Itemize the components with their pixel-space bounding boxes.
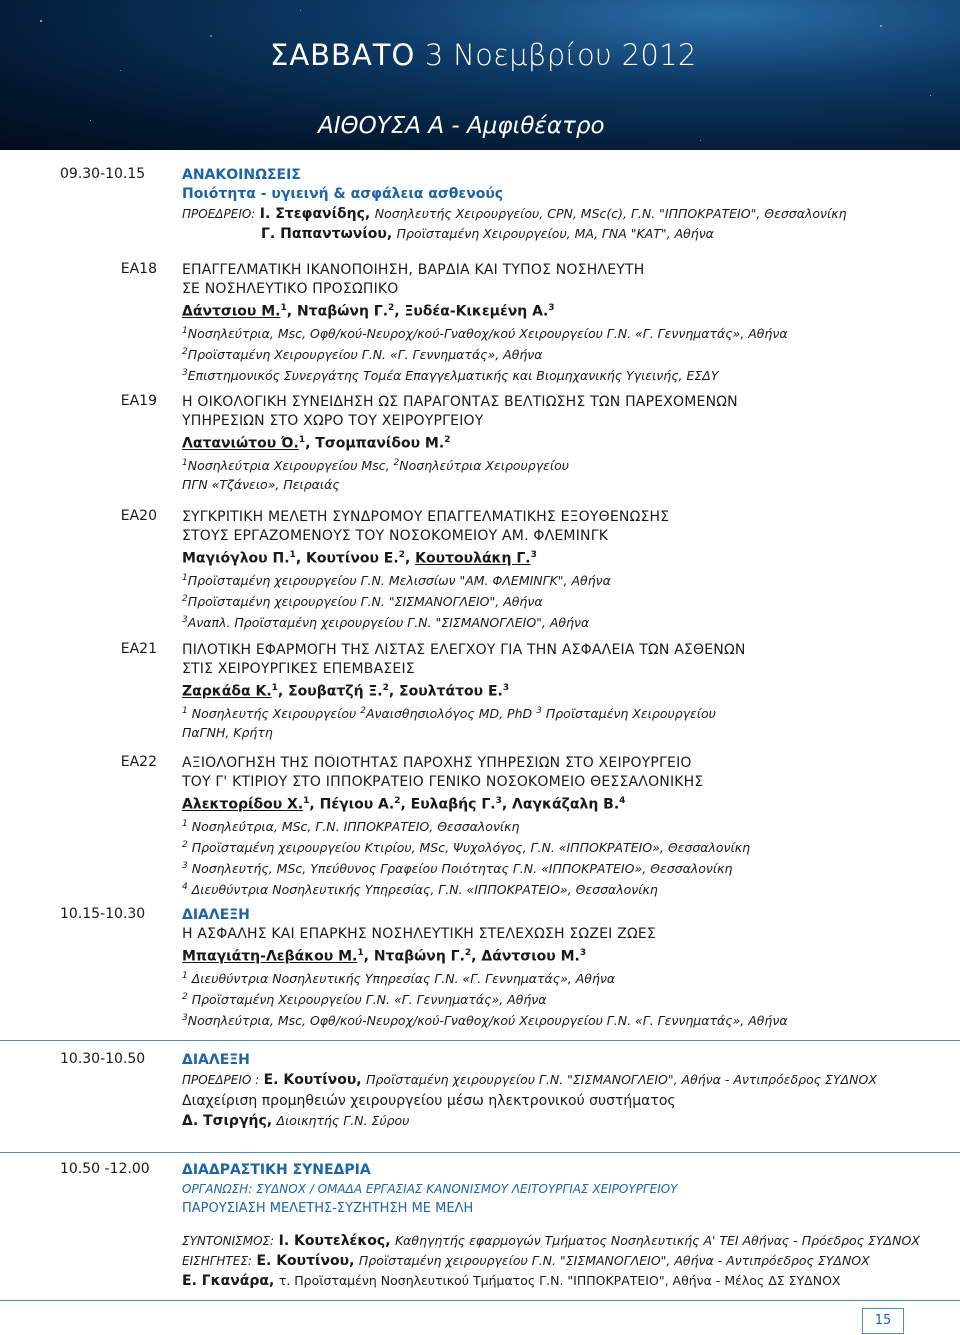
organizer-line: ΟΡΓΑΝΩΣΗ: ΣΥΔΝΟΧ / ΟΜΑΔΑ ΕΡΓΑΣΙΑΣ ΚΑΝΟΝΙΣΜΟΥ ΛΕΙΤΟΥΡΓΙΑΣ ΧΕΙΡΟΥΡΓΕΙΟΥ: [182, 1182, 678, 1196]
affiliation-text: Νοσηλεύτρια, Msc, Οφθ/κού-Νευροχ/κού-Γναθοχ/κού Χειρουργείου Γ.Ν. «Γ. Γεννηματάς», Αθήνα: [187, 325, 788, 341]
affiliation-text: Προϊσταμένη Χειρουργείου Γ.Ν. «Γ. Γεννηματάς», Αθήνα: [187, 346, 543, 362]
author: , Τσομπανίδου Μ.: [305, 435, 445, 452]
author: , Δάντσιου Μ.: [471, 948, 580, 965]
sup: 4: [619, 796, 626, 806]
authors: [182, 792, 952, 815]
authors: [182, 431, 952, 454]
abstract-title: ΣΥΓΚΡΙΤΙΚΗ ΜΕΛΕΤΗ ΣΥΝΔΡΟΜΟΥ ΕΠΑΓΓΕΛΜΑΤΙΚΗΣ ΕΞΟΥΘΕΝΩΣΗΣ: [182, 509, 670, 525]
sup: 1: [280, 303, 287, 313]
author: , Ξυδέα-Κικεμένη Α.: [394, 303, 549, 320]
abstract-code: ΕΑ18: [120, 261, 157, 277]
coordinator-line: [182, 1231, 952, 1251]
presenter: Μπαγιάτη-Λεβάκου Μ.: [182, 948, 358, 965]
speaker-line: [182, 1251, 952, 1271]
sup: 2: [464, 948, 472, 958]
star-decoration: [210, 35, 212, 37]
author: , Νταβώνη Γ.: [363, 948, 465, 965]
affiliation-text: Νοσηλεύτρια, MSc, Γ.Ν. ΙΠΠΟΚΡΑΤΕΙΟ, Θεσσαλονίκη: [191, 818, 520, 834]
abstract-code: ΕΑ19: [120, 393, 157, 409]
chair-desc: Νοσηλευτής Χειρουργείου, CPN, MSc(c), Γ.Ν. "ΙΠΠΟΚΡΑΤΕΙΟ", Θεσσαλονίκη: [374, 206, 847, 221]
divider: [0, 1040, 960, 1041]
affiliation-text: Προϊσταμένη χειρουργείου Γ.Ν. Μελισσίων "ΑΜ. ΦΛΕΜΙΝΓΚ", Αθήνα: [187, 572, 611, 588]
sup: 1: [182, 705, 188, 716]
affiliation-text: Νοσηλευτής Χειρουργείου: [191, 705, 357, 721]
sup: 3: [548, 303, 555, 313]
abstract-title: ΤΟΥ Γ' ΚΤΙΡΙΟΥ ΣΤΟ ΙΠΠΟΚΡΑΤΕΙΟ ΓΕΝΙΚΟ ΝΟΣΟΚΟΜΕΙΟ ΘΕΣΣΑΛΟΝΙΚΗΣ: [182, 774, 704, 790]
sup: 1: [289, 550, 296, 560]
section-heading: ΔΙΑΔΡΑΣΤΙΚΗ ΣΥΝΕΔΡΙΑ: [182, 1162, 371, 1178]
authors: [182, 679, 952, 702]
sup: 3: [579, 948, 587, 958]
sup: 1: [182, 457, 188, 468]
sup: 1: [182, 818, 188, 829]
page-title: [270, 38, 697, 72]
sup: 1: [357, 948, 364, 958]
sup: 1: [271, 683, 278, 693]
author: , Λαγκάζαλη Β.: [501, 796, 620, 813]
speakers-label: ΕΙΣΗΓΗΤΕΣ:: [182, 1254, 252, 1268]
affiliation: [182, 454, 952, 475]
sup: 2: [398, 550, 405, 560]
time-slot: 09.30-10.15: [60, 166, 146, 182]
chair-line: [182, 204, 952, 224]
affiliation: [182, 815, 952, 836]
sup: 3: [536, 705, 542, 716]
affiliation-text: Νοσηλεύτρια, Msc, Οφθ/κού-Νευροχ/κού-Γναθοχ/κού Χειρουργείου Γ.Ν. «Γ. Γεννηματάς», Αθήνα: [187, 1013, 788, 1029]
sup: 2: [182, 991, 188, 1002]
abstract-title: ΣΤΟΥΣ ΕΡΓΑΖΟΜΕΝΟΥΣ ΤΟΥ ΝΟΣΟΚΟΜΕΙΟΥ ΑΜ. ΦΛΕΜΙΝΓΚ: [182, 528, 609, 544]
affiliation-text: Αναισθησιολόγος MD, PhD: [366, 705, 533, 721]
affiliation: [182, 836, 952, 857]
affiliation: [182, 590, 952, 611]
chair-line: [182, 224, 952, 244]
author: , Σουλτάτου Ε.: [388, 683, 503, 700]
abstract-code: ΕΑ20: [120, 508, 157, 524]
date-label: 3 Νοεμβρίου 2012: [424, 38, 697, 72]
sup: 1: [182, 970, 188, 981]
affiliation: [182, 1009, 952, 1030]
chair-name: Ι. Στεφανίδης,: [259, 206, 371, 222]
sup: 2: [393, 457, 400, 468]
chair-desc: Προϊσταμένη Χειρουργείου, ΜΑ, ΓΝΑ "ΚΑΤ", Αθήνα: [396, 226, 714, 241]
affiliation: [182, 857, 952, 878]
sup: 3: [182, 1012, 188, 1023]
speaker-desc: Διοικητής Γ.Ν. Σύρου: [276, 1113, 410, 1128]
author: , Πέγιου Α.: [309, 796, 395, 813]
sup: 3: [182, 614, 188, 625]
abstract-title: ΠΙΛΟΤΙΚΗ ΕΦΑΡΜΟΓΗ ΤΗΣ ΛΙΣΤΑΣ ΕΛΕΓΧΟΥ ΓΙΑ ΤΗΝ ΑΣΦΑΛΕΙΑ ΤΩΝ ΑΣΘΕΝΩΝ: [182, 642, 746, 658]
sup: 2: [182, 593, 188, 604]
affiliation: [182, 702, 952, 723]
author: , Νταβώνη Γ.: [286, 303, 389, 320]
affiliation: [182, 878, 952, 899]
divider: [0, 1300, 960, 1301]
lecture-title: Η ΑΣΦΑΛΗΣ ΚΑΙ ΕΠΑΡΚΗΣ ΝΟΣΗΛΕΥΤΙΚΗ ΣΤΕΛΕΧΩΣΗ ΣΩΖΕΙ ΖΩΕΣ: [182, 926, 656, 942]
authors: [182, 944, 952, 967]
sup: 1: [182, 572, 188, 583]
affiliation: [182, 611, 952, 632]
page-number: 15: [862, 1308, 904, 1334]
time-slot: 10.50 -12.00: [60, 1161, 150, 1177]
chair-line: [182, 1070, 952, 1090]
speaker-line: [182, 1271, 952, 1291]
author: , Κουτίνου Ε.: [295, 550, 399, 567]
presenter: Λατανιώτου Ό.: [182, 435, 299, 452]
authors: [182, 299, 952, 322]
chair-name: Ε. Κουτίνου,: [263, 1072, 362, 1088]
speaker-desc: Προϊσταμένη χειρουργείου Γ.Ν. "ΣΙΣΜΑΝΟΓΛΕΙΟ", Αθήνα - Αντιπρόεδρος ΣΥΔΝΟΧ: [358, 1253, 870, 1268]
speaker-desc: τ. Προϊσταμένη Νοσηλευτικού Τμήματος Γ.Ν. "ΙΠΠΟΚΡΑΤΕΙΟ", Αθήνα - Μέλος ΔΣ ΣΥΔΝΟΧ: [278, 1273, 841, 1288]
chair-desc: Προϊσταμένη χειρουργείου Γ.Ν. "ΣΙΣΜΑΝΟΓΛΕΙΟ", Αθήνα - Αντιπρόεδρος ΣΥΔΝΟΧ: [366, 1072, 877, 1087]
abstract-title: ΥΠΗΡΕΣΙΩΝ ΣΤΟ ΧΩΡΟ ΤΟΥ ΧΕΙΡΟΥΡΓΕΙΟΥ: [182, 413, 484, 429]
chair-label: ΠΡΟΕΔΡΕΙΟ:: [182, 207, 256, 221]
star-decoration: [300, 10, 301, 11]
affiliation: [182, 322, 952, 343]
speaker-name: Ε. Γκανάρα,: [182, 1273, 275, 1289]
affiliation-text: Διευθύντρια Νοσηλευτικής Υπηρεσίας, Γ.Ν. «ΙΠΠΟΚΡΑΤΕΙΟ», Θεσσαλονίκη: [191, 882, 658, 898]
divider: [0, 1152, 960, 1153]
day-label: ΣΑΒΒΑΤΟ: [270, 38, 416, 72]
author: , Ευλαβής Γ.: [400, 796, 496, 813]
affiliation-text: Αναπλ. Προϊσταμένη χειρουργείου Γ.Ν. "ΣΙΣΜΑΝΟΓΛΕΙΟ", Αθήνα: [187, 615, 590, 631]
abstract-title: ΣΕ ΝΟΣΗΛΕΥΤΙΚΟ ΠΡΟΣΩΠΙΚΟ: [182, 281, 399, 297]
presenter: Αλεκτορίδου Χ.: [182, 796, 304, 813]
authors: Μαγιόγλου Π.$^1$, Κουτίνου Ε.$^2$, Κουτουλάκη Γ.$^3$: [182, 550, 537, 567]
sup: 2: [182, 839, 188, 850]
affiliation-text: Διευθύντρια Νοσηλευτικής Υπηρεσίας Γ.Ν. «Γ. Γεννηματάς», Αθήνα: [191, 970, 616, 986]
author: , Σουβατζή Ξ.: [277, 683, 383, 700]
presenter: Ζαρκάδα Κ.: [182, 683, 272, 700]
abstract-title: ΑΞΙΟΛΟΓΗΣΗ ΤΗΣ ΠΟΙΟΤΗΤΑΣ ΠΑΡΟΧΗΣ ΥΠΗΡΕΣΙΩΝ ΣΤΟ ΧΕΙΡΟΥΡΓΕΙΟ: [182, 755, 692, 771]
affiliation-text: Νοσηλεύτρια Χειρουργείου: [399, 457, 569, 473]
star-decoration: [700, 140, 701, 141]
sup: 2: [360, 705, 366, 716]
time-slot: 10.15-10.30: [60, 906, 146, 922]
sup: 2: [382, 683, 389, 693]
sup: 1: [298, 435, 306, 445]
section-subheading: Ποιότητα - υγιεινή & ασφάλεια ασθενούς: [182, 186, 504, 202]
affiliation-text: Νοσηλεύτρια Χειρουργείου Msc,: [187, 457, 390, 473]
affiliation: ΠΓΝ «Τζάνειο», Πειραιάς: [182, 476, 340, 492]
star-decoration: [120, 70, 121, 71]
sup: 2: [444, 435, 451, 445]
affiliation-text: Προϊσταμένη Χειρουργείου: [545, 705, 716, 721]
star-decoration: [90, 120, 91, 121]
sup: 3: [182, 367, 188, 378]
affiliation-text: Προϊσταμένη χειρουργείου Γ.Ν. "ΣΙΣΜΑΝΟΓΛΕΙΟ", Αθήνα: [187, 593, 543, 609]
chair-name: Γ. Παπαντωνίου,: [261, 226, 393, 242]
abstract-code: ΕΑ21: [120, 641, 157, 657]
star-decoration: [880, 25, 882, 27]
header-banner: [0, 0, 960, 150]
coordinator-label: ΣΥΝΤΟΝΙΣΜΟΣ:: [182, 1234, 275, 1248]
section-heading: ΑΝΑΚΟΙΝΩΣΕΙΣ: [182, 167, 301, 183]
sup: 1: [182, 325, 188, 336]
chair-label: ΠΡΟΕΔΡΕΙΟ :: [182, 1073, 260, 1087]
sup: 4: [182, 882, 188, 893]
coordinator-name: Ι. Κουτελέκος,: [278, 1233, 391, 1249]
affiliation: ΠαΓΝΗ, Κρήτη: [182, 724, 273, 740]
affiliation-text: Προϊσταμένη χειρουργείου Κτιρίου, MSc, Ψυχολόγος, Γ.Ν. «ΙΠΠΟΚΡΑΤΕΙΟ», Θεσσαλονίκη: [191, 839, 751, 855]
affiliation-text: Επιστημονικός Συνεργάτης Τομέα Επαγγελματικής και Βιομηχανικής Υγιεινής, ΕΣΔΥ: [187, 368, 719, 384]
star-decoration: [40, 20, 42, 22]
speaker-name: Ε. Κουτίνου,: [256, 1253, 355, 1269]
affiliation: [182, 988, 952, 1009]
affiliation-text: Προϊσταμένη Χειρουργείου Γ.Ν. «Γ. Γεννηματάς», Αθήνα: [191, 991, 547, 1007]
sup: 3: [530, 550, 537, 560]
sup: 1: [303, 796, 310, 806]
speaker-line: [182, 1111, 952, 1131]
affiliation-text: Νοσηλευτής, MSc, Υπεύθυνος Γραφείου Ποιότητας Γ.Ν. «ΙΠΠΟΚΡΑΤΕΙΟ», Θεσσαλονίκη: [191, 861, 733, 877]
section-heading: ΔΙΑΛΕΞΗ: [182, 907, 250, 923]
presenter: Κουτουλάκη Γ.: [415, 550, 531, 567]
affiliation: [182, 343, 952, 364]
abstract-title: ΣΤΙΣ ΧΕΙΡΟΥΡΓΙΚΕΣ ΕΠΕΜΒΑΣΕΙΣ: [182, 661, 415, 677]
sup: 3: [182, 860, 188, 871]
presenter: Δάντσιου Μ.: [182, 303, 281, 320]
hall-label: ΑΙΘΟΥΣΑ Α - Αμφιθέατρο: [318, 113, 605, 139]
affiliation: [182, 364, 952, 385]
author: Μαγιόγλου Π.: [182, 550, 290, 567]
sup: 3: [495, 796, 502, 806]
coordinator-desc: Καθηγητής εφαρμογών Τμήματος Νοσηλευτικής Α' ΤΕΙ Αθήνας - Πρόεδρος ΣΥΔΝΟΧ: [394, 1233, 920, 1248]
affiliation: [182, 569, 952, 590]
session-subtitle: ΠΑΡΟΥΣΙΑΣΗ ΜΕΛΕΤΗΣ-ΣΥΖΗΤΗΣΗ ΜΕ ΜΕΛΗ: [182, 1201, 474, 1216]
abstract-title: Η ΟΙΚΟΛΟΓΙΚΗ ΣΥΝΕΙΔΗΣΗ ΩΣ ΠΑΡΑΓΟΝΤΑΣ ΒΕΛΤΙΩΣΗΣ ΤΩΝ ΠΑΡΕΧΟΜΕΝΩΝ: [182, 394, 738, 410]
sup: 2: [182, 346, 188, 357]
time-slot: 10.30-10.50: [60, 1051, 146, 1067]
speaker-name: Δ. Τσιργής,: [182, 1113, 273, 1129]
sup: 3: [502, 683, 510, 693]
affiliation: [182, 967, 952, 988]
abstract-title: ΕΠΑΓΓΕΛΜΑΤΙΚΗ ΙΚΑΝΟΠΟΙΗΣΗ, ΒΑΡΔΙΑ ΚΑΙ ΤΥΠΟΣ ΝΟΣΗΛΕΥΤΗ: [182, 262, 645, 278]
sup: 2: [388, 303, 395, 313]
star-decoration: [930, 95, 931, 96]
abstract-code: ΕΑ22: [120, 754, 157, 770]
lecture-title: Διαχείριση προμηθειών χειρουργείου μέσω ηλεκτρονικού συστήματος: [182, 1093, 676, 1109]
section-heading: ΔΙΑΛΕΞΗ: [182, 1052, 250, 1068]
sup: 2: [394, 796, 401, 806]
